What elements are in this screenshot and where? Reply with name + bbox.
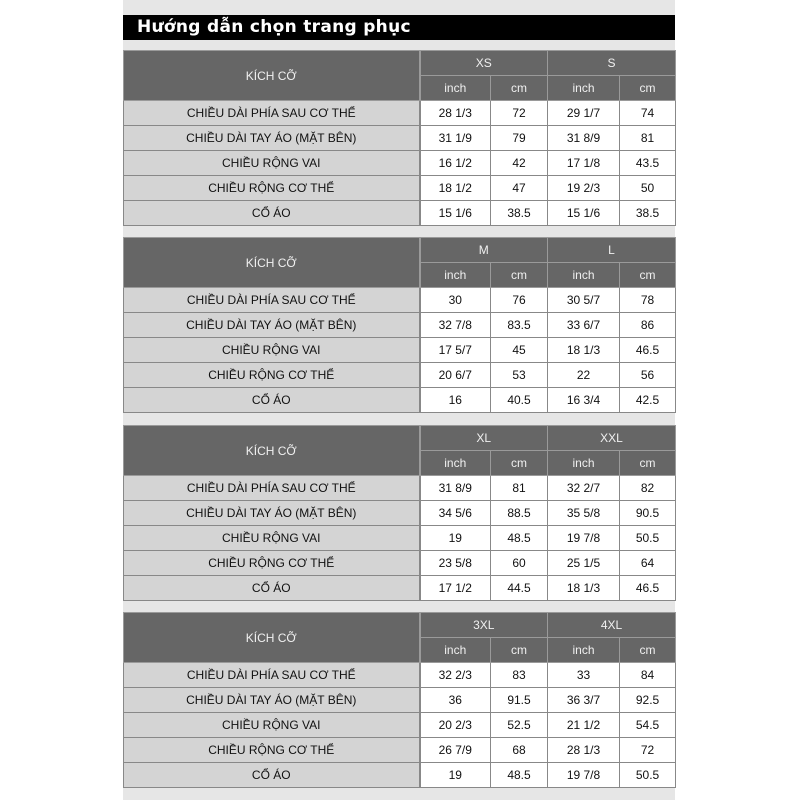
measurement-value: 46.5	[620, 576, 676, 601]
measurement-value: 25 1/5	[548, 551, 620, 576]
unit-inch: inch	[420, 451, 491, 476]
measurement-value: 52.5	[491, 713, 548, 738]
table-row	[124, 151, 676, 176]
measurement-value: 86	[620, 313, 676, 338]
table-row	[124, 201, 676, 226]
table-row	[124, 476, 676, 501]
measurement-value: 18 1/3	[548, 576, 620, 601]
size-header: KÍCH CỠ	[124, 426, 420, 476]
unit-inch: inch	[548, 263, 620, 288]
measurement-label: CỔ ÁO	[124, 763, 420, 788]
measurement-value: 16 3/4	[548, 388, 620, 413]
measurement-value: 56	[620, 363, 676, 388]
measurement-value: 42	[491, 151, 548, 176]
measurement-value: 19 2/3	[548, 176, 620, 201]
measurement-value: 31 8/9	[420, 476, 491, 501]
size-table	[123, 425, 676, 601]
measurement-value: 34 5/6	[420, 501, 491, 526]
measurement-value: 16	[420, 388, 491, 413]
unit-cm: cm	[620, 76, 676, 101]
table-row	[124, 576, 676, 601]
measurement-value: 38.5	[491, 201, 548, 226]
unit-inch: inch	[420, 263, 491, 288]
measurement-label: CHIỀU DÀI TAY ÁO (MẶT BÊN)	[124, 313, 420, 338]
unit-cm: cm	[620, 638, 676, 663]
measurement-value: 22	[548, 363, 620, 388]
measurement-value: 50.5	[620, 526, 676, 551]
measurement-label: CỔ ÁO	[124, 201, 420, 226]
size-table-1	[123, 237, 675, 412]
measurement-value: 82	[620, 476, 676, 501]
unit-cm: cm	[491, 638, 548, 663]
measurement-value: 81	[491, 476, 548, 501]
title-bar	[123, 15, 675, 40]
measurement-label: CHIỀU RỘNG CƠ THỂ	[124, 363, 420, 388]
measurement-value: 16 1/2	[420, 151, 491, 176]
size-label: XS	[420, 51, 548, 76]
unit-cm: cm	[620, 263, 676, 288]
measurement-value: 15 1/6	[548, 201, 620, 226]
size-header-row	[124, 51, 676, 76]
measurement-value: 50.5	[620, 763, 676, 788]
measurement-value: 40.5	[491, 388, 548, 413]
measurement-value: 83.5	[491, 313, 548, 338]
table-row	[124, 501, 676, 526]
measurement-value: 44.5	[491, 576, 548, 601]
unit-cm: cm	[491, 76, 548, 101]
table-row	[124, 101, 676, 126]
measurement-label: CỔ ÁO	[124, 388, 420, 413]
size-label: 4XL	[548, 613, 676, 638]
size-header-row	[124, 426, 676, 451]
size-header: KÍCH CỠ	[124, 238, 420, 288]
measurement-value: 28 1/3	[420, 101, 491, 126]
measurement-value: 20 2/3	[420, 713, 491, 738]
measurement-value: 81	[620, 126, 676, 151]
measurement-value: 91.5	[491, 688, 548, 713]
measurement-label: CHIỀU DÀI PHÍA SAU CƠ THỂ	[124, 101, 420, 126]
table-row	[124, 313, 676, 338]
table-row	[124, 551, 676, 576]
size-table	[123, 612, 676, 788]
measurement-label: CHIỀU DÀI PHÍA SAU CƠ THỂ	[124, 663, 420, 688]
measurement-value: 32 2/7	[548, 476, 620, 501]
size-label: S	[548, 51, 676, 76]
table-row	[124, 388, 676, 413]
unit-inch: inch	[420, 76, 491, 101]
table-row	[124, 176, 676, 201]
measurement-value: 50	[620, 176, 676, 201]
measurement-value: 54.5	[620, 713, 676, 738]
size-label: XXL	[548, 426, 676, 451]
measurement-value: 19 7/8	[548, 526, 620, 551]
size-table-3	[123, 612, 675, 787]
measurement-value: 17 1/2	[420, 576, 491, 601]
table-row	[124, 663, 676, 688]
measurement-value: 19	[420, 763, 491, 788]
measurement-value: 29 1/7	[548, 101, 620, 126]
measurement-value: 26 7/9	[420, 738, 491, 763]
size-table-0	[123, 50, 675, 225]
size-label: 3XL	[420, 613, 548, 638]
table-row	[124, 688, 676, 713]
measurement-value: 28 1/3	[548, 738, 620, 763]
measurement-label: CHIỀU DÀI TAY ÁO (MẶT BÊN)	[124, 501, 420, 526]
measurement-value: 53	[491, 363, 548, 388]
measurement-value: 31 8/9	[548, 126, 620, 151]
measurement-value: 92.5	[620, 688, 676, 713]
measurement-label: CHIỀU DÀI TAY ÁO (MẶT BÊN)	[124, 688, 420, 713]
table-row	[124, 126, 676, 151]
table-row	[124, 713, 676, 738]
size-label: L	[548, 238, 676, 263]
size-table	[123, 237, 676, 413]
measurement-value: 17 1/8	[548, 151, 620, 176]
measurement-label: CỔ ÁO	[124, 576, 420, 601]
measurement-value: 30 5/7	[548, 288, 620, 313]
unit-cm: cm	[491, 451, 548, 476]
measurement-value: 48.5	[491, 526, 548, 551]
measurement-value: 48.5	[491, 763, 548, 788]
unit-inch: inch	[420, 638, 491, 663]
measurement-value: 46.5	[620, 338, 676, 363]
measurement-label: CHIỀU RỘNG VAI	[124, 338, 420, 363]
measurement-value: 23 5/8	[420, 551, 491, 576]
table-row	[124, 363, 676, 388]
measurement-value: 72	[491, 101, 548, 126]
unit-inch: inch	[548, 451, 620, 476]
unit-cm: cm	[620, 451, 676, 476]
measurement-value: 17 5/7	[420, 338, 491, 363]
size-label: XL	[420, 426, 548, 451]
measurement-value: 30	[420, 288, 491, 313]
size-header: KÍCH CỠ	[124, 613, 420, 663]
measurement-value: 33 6/7	[548, 313, 620, 338]
measurement-value: 19 7/8	[548, 763, 620, 788]
measurement-value: 21 1/2	[548, 713, 620, 738]
measurement-value: 20 6/7	[420, 363, 491, 388]
measurement-label: CHIỀU DÀI TAY ÁO (MẶT BÊN)	[124, 126, 420, 151]
size-guide-page	[123, 0, 675, 800]
table-row	[124, 763, 676, 788]
measurement-value: 88.5	[491, 501, 548, 526]
measurement-value: 18 1/2	[420, 176, 491, 201]
size-header-row	[124, 613, 676, 638]
measurement-value: 42.5	[620, 388, 676, 413]
table-row	[124, 526, 676, 551]
size-table-2	[123, 425, 675, 600]
measurement-label: CHIỀU RỘNG VAI	[124, 713, 420, 738]
measurement-value: 38.5	[620, 201, 676, 226]
measurement-value: 31 1/9	[420, 126, 491, 151]
measurement-value: 68	[491, 738, 548, 763]
measurement-value: 35 5/8	[548, 501, 620, 526]
measurement-value: 74	[620, 101, 676, 126]
measurement-value: 60	[491, 551, 548, 576]
measurement-value: 78	[620, 288, 676, 313]
measurement-label: CHIỀU DÀI PHÍA SAU CƠ THỂ	[124, 476, 420, 501]
table-row	[124, 338, 676, 363]
measurement-value: 43.5	[620, 151, 676, 176]
measurement-value: 79	[491, 126, 548, 151]
measurement-label: CHIỀU DÀI PHÍA SAU CƠ THỂ	[124, 288, 420, 313]
size-header: KÍCH CỠ	[124, 51, 420, 101]
table-row	[124, 288, 676, 313]
unit-inch: inch	[548, 638, 620, 663]
size-label: M	[420, 238, 548, 263]
measurement-value: 72	[620, 738, 676, 763]
size-header-row	[124, 238, 676, 263]
measurement-value: 36 3/7	[548, 688, 620, 713]
measurement-label: CHIỀU RỘNG CƠ THỂ	[124, 551, 420, 576]
page-title: Hướng dẫn chọn trang phục	[137, 17, 411, 37]
measurement-value: 45	[491, 338, 548, 363]
measurement-value: 90.5	[620, 501, 676, 526]
table-row	[124, 738, 676, 763]
measurement-value: 18 1/3	[548, 338, 620, 363]
measurement-value: 76	[491, 288, 548, 313]
measurement-label: CHIỀU RỘNG CƠ THỂ	[124, 738, 420, 763]
measurement-value: 32 7/8	[420, 313, 491, 338]
measurement-value: 47	[491, 176, 548, 201]
measurement-value: 83	[491, 663, 548, 688]
measurement-value: 33	[548, 663, 620, 688]
measurement-value: 36	[420, 688, 491, 713]
unit-inch: inch	[548, 76, 620, 101]
size-table	[123, 50, 676, 226]
measurement-label: CHIỀU RỘNG VAI	[124, 526, 420, 551]
measurement-label: CHIỀU RỘNG VAI	[124, 151, 420, 176]
measurement-label: CHIỀU RỘNG CƠ THỂ	[124, 176, 420, 201]
measurement-value: 64	[620, 551, 676, 576]
measurement-value: 15 1/6	[420, 201, 491, 226]
measurement-value: 32 2/3	[420, 663, 491, 688]
unit-cm: cm	[491, 263, 548, 288]
measurement-value: 19	[420, 526, 491, 551]
measurement-value: 84	[620, 663, 676, 688]
